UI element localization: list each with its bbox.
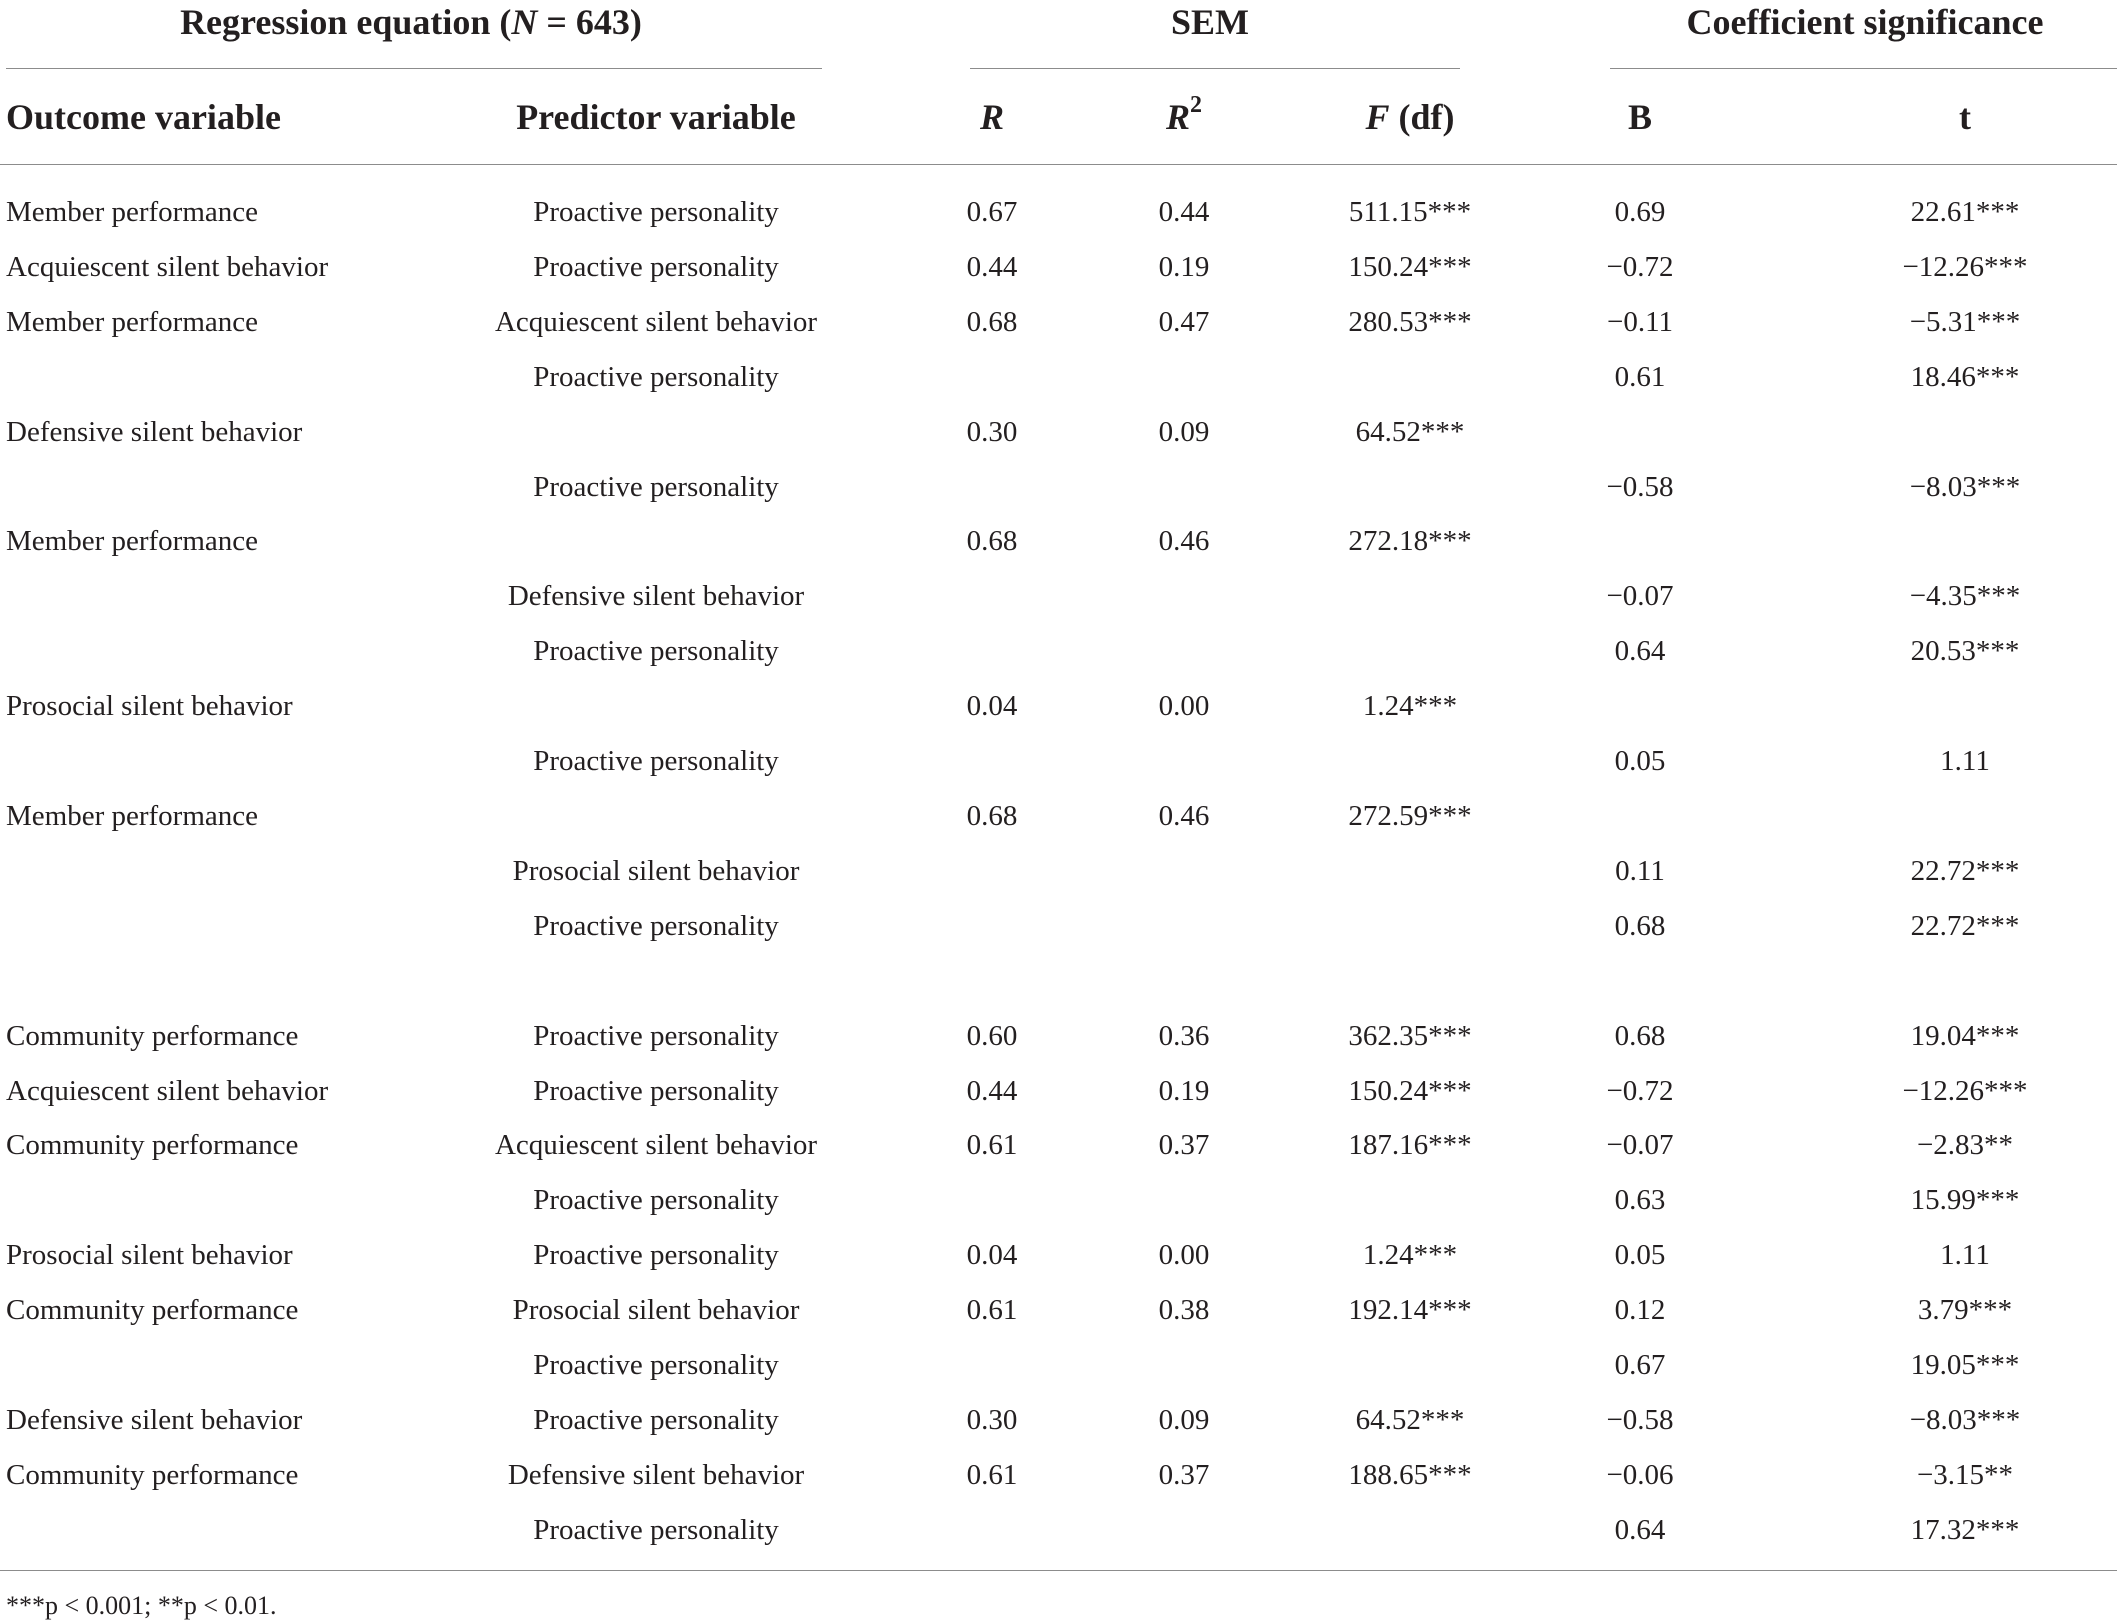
cell-t: −4.35*** [1909, 580, 2021, 613]
cell-t: 17.32*** [1910, 1513, 2020, 1546]
cell-r: 0.60 [966, 1019, 1018, 1052]
cell-r: 0.44 [966, 250, 1018, 283]
table-row [0, 192, 2117, 247]
cell-t: 18.46*** [1910, 360, 2020, 393]
cell-r2: 0.37 [1158, 1458, 1210, 1491]
table-row [0, 576, 2117, 631]
cell-r: 0.30 [966, 415, 1018, 448]
cell-r: 0.61 [966, 1294, 1018, 1327]
table-row [0, 412, 2117, 467]
group-rule-sem [970, 68, 1460, 69]
header-r2-label: R [1165, 97, 1190, 137]
table-row [0, 796, 2117, 851]
cell-b: 0.68 [1614, 1019, 1666, 1052]
cell-outcome: Community performance [6, 1458, 299, 1491]
cell-r2: 0.00 [1158, 1239, 1210, 1272]
cell-r: 0.68 [966, 305, 1018, 338]
cell-r2: 0.19 [1158, 250, 1210, 283]
table-row [0, 1400, 2117, 1455]
header-r [932, 90, 1052, 144]
cell-t: −12.26*** [1902, 1074, 2028, 1107]
group-rule-regression [6, 68, 822, 69]
cell-predictor: Proactive personality [533, 745, 779, 777]
table-row [0, 631, 2117, 686]
cell-b: −0.06 [1606, 1458, 1674, 1491]
cell-b: −0.07 [1606, 1129, 1674, 1162]
cell-predictor: Proactive personality [533, 1403, 779, 1436]
cell-r2: 0.44 [1158, 196, 1210, 228]
cell-b: 0.11 [1615, 854, 1665, 887]
cell-f: 188.65*** [1348, 1458, 1472, 1491]
header-outcome: Outcome variable [6, 97, 281, 137]
cell-predictor: Proactive personality [533, 1184, 779, 1217]
cell-r2: 0.09 [1158, 415, 1210, 448]
cell-r: 0.04 [966, 1239, 1018, 1272]
cell-t: −8.03*** [1909, 1403, 2021, 1436]
cell-b: 0.69 [1614, 196, 1666, 228]
cell-outcome: Community performance [6, 1294, 299, 1327]
table-row [0, 467, 2117, 522]
cell-t: −8.03*** [1909, 470, 2021, 503]
cell-f: 362.35*** [1348, 1019, 1472, 1052]
cell-b: −0.11 [1606, 305, 1674, 338]
cell-r: 0.61 [966, 1129, 1018, 1162]
cell-t: 1.11 [1940, 1239, 1990, 1272]
cell-b: −0.72 [1606, 1074, 1674, 1107]
cell-f: 511.15*** [1348, 196, 1472, 228]
cell-b: 0.05 [1614, 745, 1666, 777]
cell-f: 187.16*** [1348, 1129, 1472, 1162]
cell-t: −12.26*** [1902, 250, 2028, 283]
cell-b: 0.64 [1614, 635, 1666, 668]
cell-predictor: Proactive personality [533, 1513, 779, 1546]
header-r-label: R [979, 97, 1004, 137]
header-f [1290, 90, 1530, 144]
group-rule-coefficient [1610, 68, 2117, 69]
cell-outcome: Prosocial silent behavior [6, 1239, 293, 1272]
cell-b: 0.64 [1614, 1513, 1666, 1546]
cell-t: −3.15** [1916, 1458, 2014, 1491]
header-t: t [1959, 97, 1971, 137]
cell-t: −5.31*** [1909, 305, 2021, 338]
cell-outcome: Prosocial silent behavior [6, 690, 293, 723]
cell-f: 280.53*** [1348, 305, 1472, 338]
cell-b: −0.58 [1606, 470, 1674, 503]
cell-r2: 0.19 [1158, 1074, 1210, 1107]
cell-outcome: Acquiescent silent behavior [6, 1074, 329, 1107]
table-row [0, 1345, 2117, 1400]
cell-f: 1.24*** [1362, 690, 1458, 723]
cell-outcome: Defensive silent behavior [6, 415, 303, 448]
cell-r2: 0.09 [1158, 1403, 1210, 1436]
header-f-symbol: F [1365, 97, 1390, 137]
cell-t: −2.83** [1916, 1129, 2014, 1162]
table-footnote: ***p < 0.001; **p < 0.01. [6, 1591, 277, 1620]
table-row [0, 1180, 2117, 1235]
cell-predictor: Proactive personality [533, 470, 779, 503]
cell-r: 0.44 [966, 1074, 1018, 1107]
table-row [0, 906, 2117, 961]
cell-outcome: Member performance [6, 525, 259, 558]
table-row [0, 1071, 2117, 1126]
header-f-suffix: (df) [1389, 97, 1455, 137]
header-bottom-rule [0, 164, 2117, 165]
cell-outcome: Community performance [6, 1129, 299, 1162]
cell-r: 0.04 [966, 690, 1018, 723]
cell-predictor: Acquiescent silent behavior [494, 1129, 818, 1162]
table-row [0, 1510, 2117, 1565]
cell-r2: 0.00 [1158, 690, 1210, 723]
cell-f: 64.52*** [1355, 415, 1465, 448]
header-b: B [1627, 97, 1652, 137]
cell-r: 0.67 [966, 196, 1018, 228]
cell-t: 3.79*** [1917, 1294, 2013, 1327]
cell-b: 0.61 [1614, 360, 1666, 393]
cell-outcome: Community performance [6, 1019, 299, 1052]
cell-outcome: Acquiescent silent behavior [6, 250, 329, 283]
cell-t: 15.99*** [1910, 1184, 2020, 1217]
cell-t: 20.53*** [1910, 635, 2020, 668]
cell-predictor: Proactive personality [533, 250, 779, 283]
cell-f: 64.52*** [1355, 1403, 1465, 1436]
cell-predictor: Proactive personality [533, 635, 779, 668]
header-predictor: Predictor variable [516, 97, 796, 137]
header-r2 [1124, 90, 1244, 144]
cell-b: −0.07 [1606, 580, 1674, 613]
cell-r: 0.61 [966, 1458, 1018, 1491]
table-row [0, 851, 2117, 906]
cell-f: 272.59*** [1348, 799, 1472, 832]
cell-r: 0.68 [966, 799, 1018, 832]
cell-f: 1.24*** [1362, 1239, 1458, 1272]
group-header-regression [6, 0, 816, 50]
header-r2-sup: 2 [1190, 92, 1202, 118]
cell-outcome: Defensive silent behavior [6, 1403, 303, 1436]
cell-r2: 0.38 [1158, 1294, 1210, 1327]
cell-b: 0.68 [1614, 909, 1666, 942]
table-row [0, 1455, 2117, 1510]
table-row [0, 247, 2117, 302]
cell-b: 0.12 [1614, 1294, 1666, 1327]
cell-f: 272.18*** [1348, 525, 1472, 558]
group-header-sem: SEM [1170, 2, 1249, 42]
cell-f: 150.24*** [1348, 250, 1472, 283]
cell-r2: 0.36 [1158, 1019, 1210, 1052]
table-row [0, 302, 2117, 357]
cell-b: −0.72 [1606, 250, 1674, 283]
table-row [0, 1290, 2117, 1345]
table-bottom-rule [0, 1570, 2117, 1571]
cell-r2: 0.37 [1158, 1129, 1210, 1162]
table-row [0, 1235, 2117, 1290]
cell-b: 0.63 [1614, 1184, 1666, 1217]
cell-r2: 0.47 [1158, 305, 1210, 338]
cell-predictor: Prosocial silent behavior [512, 854, 800, 887]
cell-predictor: Acquiescent silent behavior [494, 305, 818, 338]
cell-outcome: Member performance [6, 305, 259, 338]
cell-t: 22.61*** [1910, 196, 2020, 228]
cell-r: 0.68 [966, 525, 1018, 558]
cell-outcome: Member performance [6, 799, 259, 832]
cell-f: 150.24*** [1348, 1074, 1472, 1107]
cell-b: −0.58 [1606, 1403, 1674, 1436]
cell-t: 19.04*** [1910, 1019, 2020, 1052]
table-row [0, 741, 2117, 796]
cell-predictor: Proactive personality [533, 196, 779, 228]
cell-predictor: Defensive silent behavior [507, 580, 805, 613]
cell-b: 0.67 [1614, 1349, 1666, 1381]
table-row [0, 1125, 2117, 1180]
cell-outcome: Member performance [6, 196, 259, 228]
regression-n-symbol: N [511, 2, 538, 42]
regression-n-value: = 643) [537, 2, 642, 42]
cell-predictor: Proactive personality [533, 909, 779, 942]
cell-r2: 0.46 [1158, 525, 1210, 558]
cell-predictor: Proactive personality [533, 1349, 779, 1381]
cell-predictor: Proactive personality [533, 1019, 779, 1052]
table-row [0, 686, 2117, 741]
cell-predictor: Defensive silent behavior [507, 1458, 805, 1491]
table-row [0, 1016, 2117, 1071]
table-row [0, 357, 2117, 412]
group-header-coefficient: Coefficient significance [1686, 2, 2044, 42]
cell-t: 22.72*** [1910, 909, 2020, 942]
cell-t: 22.72*** [1910, 854, 2020, 887]
cell-t: 19.05*** [1910, 1349, 2020, 1381]
cell-t: 1.11 [1940, 745, 1990, 777]
cell-predictor: Proactive personality [533, 1239, 779, 1272]
cell-predictor: Proactive personality [533, 360, 779, 393]
cell-r: 0.30 [966, 1403, 1018, 1436]
table-row [0, 521, 2117, 576]
cell-b: 0.05 [1614, 1239, 1666, 1272]
cell-predictor: Proactive personality [533, 1074, 779, 1107]
cell-f: 192.14*** [1348, 1294, 1472, 1327]
cell-predictor: Prosocial silent behavior [512, 1294, 800, 1327]
regression-prefix: Regression equation ( [180, 2, 512, 42]
cell-r2: 0.46 [1158, 799, 1210, 832]
